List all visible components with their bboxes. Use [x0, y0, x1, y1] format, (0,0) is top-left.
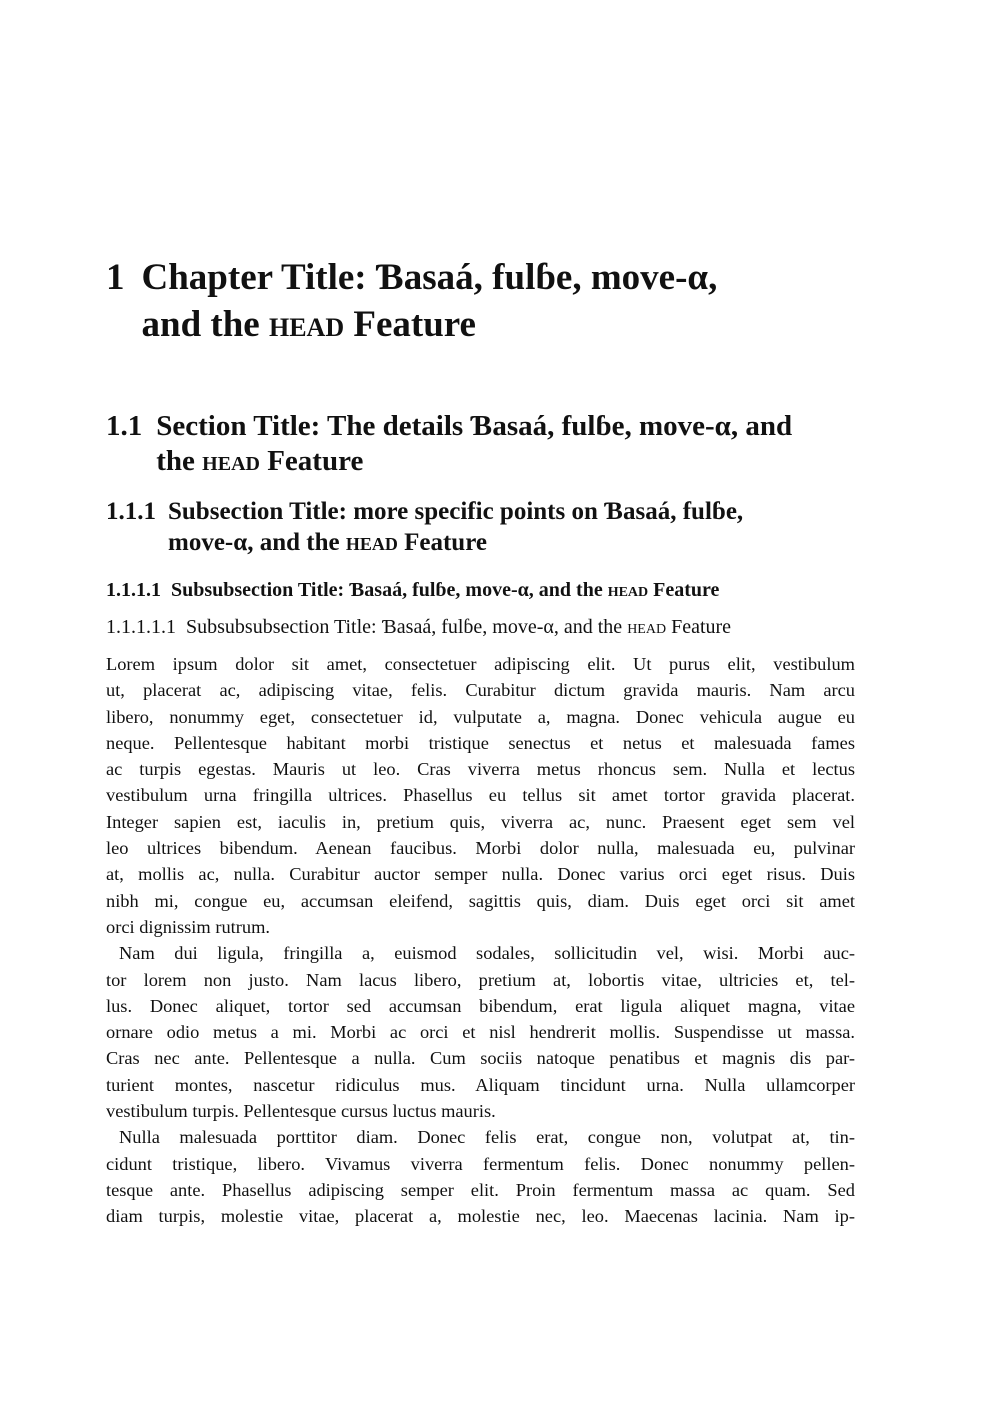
text-line: tor lorem non justo. Nam lacus libero, pretium at, lobortis vitae, ultricies et, tel-	[106, 969, 855, 990]
section-title-line1: Section Title: The details Ɓasaá, fulɓe, move-α, and	[156, 410, 793, 442]
text-line: vestibulum turpis. Pellentesque cursus luctus mauris.	[106, 1101, 496, 1122]
paragraph	[106, 1124, 855, 1229]
subsubsection-title	[171, 577, 719, 603]
section-title	[156, 409, 792, 479]
subsubsection-number: 1.1.1.1	[106, 579, 161, 601]
paragraph	[106, 651, 855, 940]
chapter-title-line1: Chapter Title: Ɓasaá, fulɓe, move-α,	[141, 257, 718, 298]
heading-text-fragment: Feature	[666, 616, 732, 638]
text-line: nibh mi, congue eu, accumsan eleifend, sagittis quis, diam. Duis eget orci sit amet	[106, 890, 855, 911]
text-line: Nam dui ligula, fringilla a, euismod sodales, sollicitudin vel, wisi. Morbi auc-	[119, 943, 855, 964]
section-title-line2	[156, 444, 792, 479]
text-line: ornare odio metus a mi. Morbi ac orci et nisl hendrerit mollis. Suspendisse ut massa.	[106, 1022, 855, 1043]
text-line: Integer sapien est, iaculis in, pretium quis, viverra ac, nunc. Praesent eget sem vel	[106, 811, 855, 832]
subsection-title-line2	[168, 527, 743, 558]
chapter-heading	[106, 254, 855, 348]
paragraph	[106, 940, 855, 1124]
text-line: at, mollis ac, nulla. Curabitur auctor semper nulla. Donec varius orci eget risus. Duis	[106, 864, 855, 885]
text-line: orci dignissim rutrum.	[106, 916, 270, 937]
small-caps-head: head	[268, 304, 345, 345]
text-line: Lorem ipsum dolor sit amet, consectetuer adipiscing elit. Ut purus elit, vestibulum	[106, 654, 855, 674]
heading-text-fragment: move-α, and the	[168, 529, 346, 556]
text-line: vestibulum urna fringilla ultrices. Phasellus eu tellus sit amet tortor gravida placerat.	[106, 785, 855, 806]
section-number: 1.1	[106, 410, 143, 442]
small-caps-head: head	[202, 445, 260, 477]
text-line: ac turpis egestas. Mauris ut leo. Cras viverra metus rhoncus sem. Nulla et lectus	[106, 759, 855, 780]
heading-text-fragment: Subsubsubsection Title: Ɓasaá, fulɓe, move-α, and the	[186, 616, 628, 638]
section-heading	[106, 409, 855, 479]
subsection-title-line1: Subsection Title: more specific points on Ɓasaá, fulɓe,	[168, 498, 744, 525]
small-caps-head: head	[627, 616, 667, 638]
subsection-title	[168, 496, 743, 558]
heading-text-fragment: the	[156, 445, 203, 477]
heading-text-fragment: Feature	[344, 304, 476, 345]
text-line: neque. Pellentesque habitant morbi tristique senectus et netus et malesuada fames	[106, 732, 855, 753]
subsubsection-heading	[106, 577, 855, 603]
chapter-number: 1	[106, 257, 125, 298]
text-line: leo ultrices bibendum. Aenean faucibus. Morbi dolor nulla, malesuada eu, pulvinar	[106, 838, 855, 859]
text-line: diam turpis, molestie vitae, placerat a, molestie nec, leo. Maecenas lacinia. Nam ip-	[106, 1206, 855, 1227]
heading-text-fragment: and the	[141, 304, 269, 345]
body-text	[106, 651, 855, 1230]
text-line: lus. Donec aliquet, tortor sed accumsan bibendum, erat ligula aliquet magna, vitae	[106, 995, 855, 1016]
heading-text-fragment: Subsubsection Title: Ɓasaá, fulɓe, move-α, and the	[171, 579, 608, 601]
heading-text-fragment: Feature	[397, 529, 487, 556]
subsubsection-title-line	[171, 577, 719, 603]
text-line: ut, placerat ac, adipiscing vitae, felis. Curabitur dictum gravida mauris. Nam arcu	[106, 680, 855, 701]
small-caps-head: head	[607, 579, 649, 601]
subsubsubsection-heading	[106, 614, 855, 640]
subsubsubsection-title	[186, 614, 731, 640]
chapter-title-line2	[142, 301, 718, 348]
text-line: Cras nec ante. Pellentesque a nulla. Cum sociis natoque penatibus et magnis dis par-	[106, 1048, 855, 1069]
chapter-title	[142, 254, 718, 348]
subsubsubsection-number: 1.1.1.1.1	[106, 616, 176, 638]
subsection-heading	[106, 496, 855, 558]
text-line: turient montes, nascetur ridiculus mus. Aliquam tincidunt urna. Nulla ullamcorper	[106, 1074, 855, 1095]
small-caps-head: head	[345, 529, 398, 556]
heading-text-fragment: Feature	[648, 579, 720, 601]
heading-text-fragment: Feature	[259, 445, 364, 477]
text-line: cidunt tristique, libero. Vivamus viverra fermentum felis. Donec nonummy pellen-	[106, 1153, 855, 1174]
subsection-number: 1.1.1	[106, 498, 156, 525]
text-line: Nulla malesuada porttitor diam. Donec felis erat, congue non, volutpat at, tin-	[119, 1127, 855, 1148]
subsubsubsection-title-line	[186, 614, 731, 640]
text-line: libero, nonummy eget, consectetuer id, vulputate a, magna. Donec vehicula augue eu	[106, 706, 855, 727]
text-line: tesque ante. Phasellus adipiscing semper elit. Proin fermentum massa ac quam. Sed	[106, 1179, 855, 1200]
